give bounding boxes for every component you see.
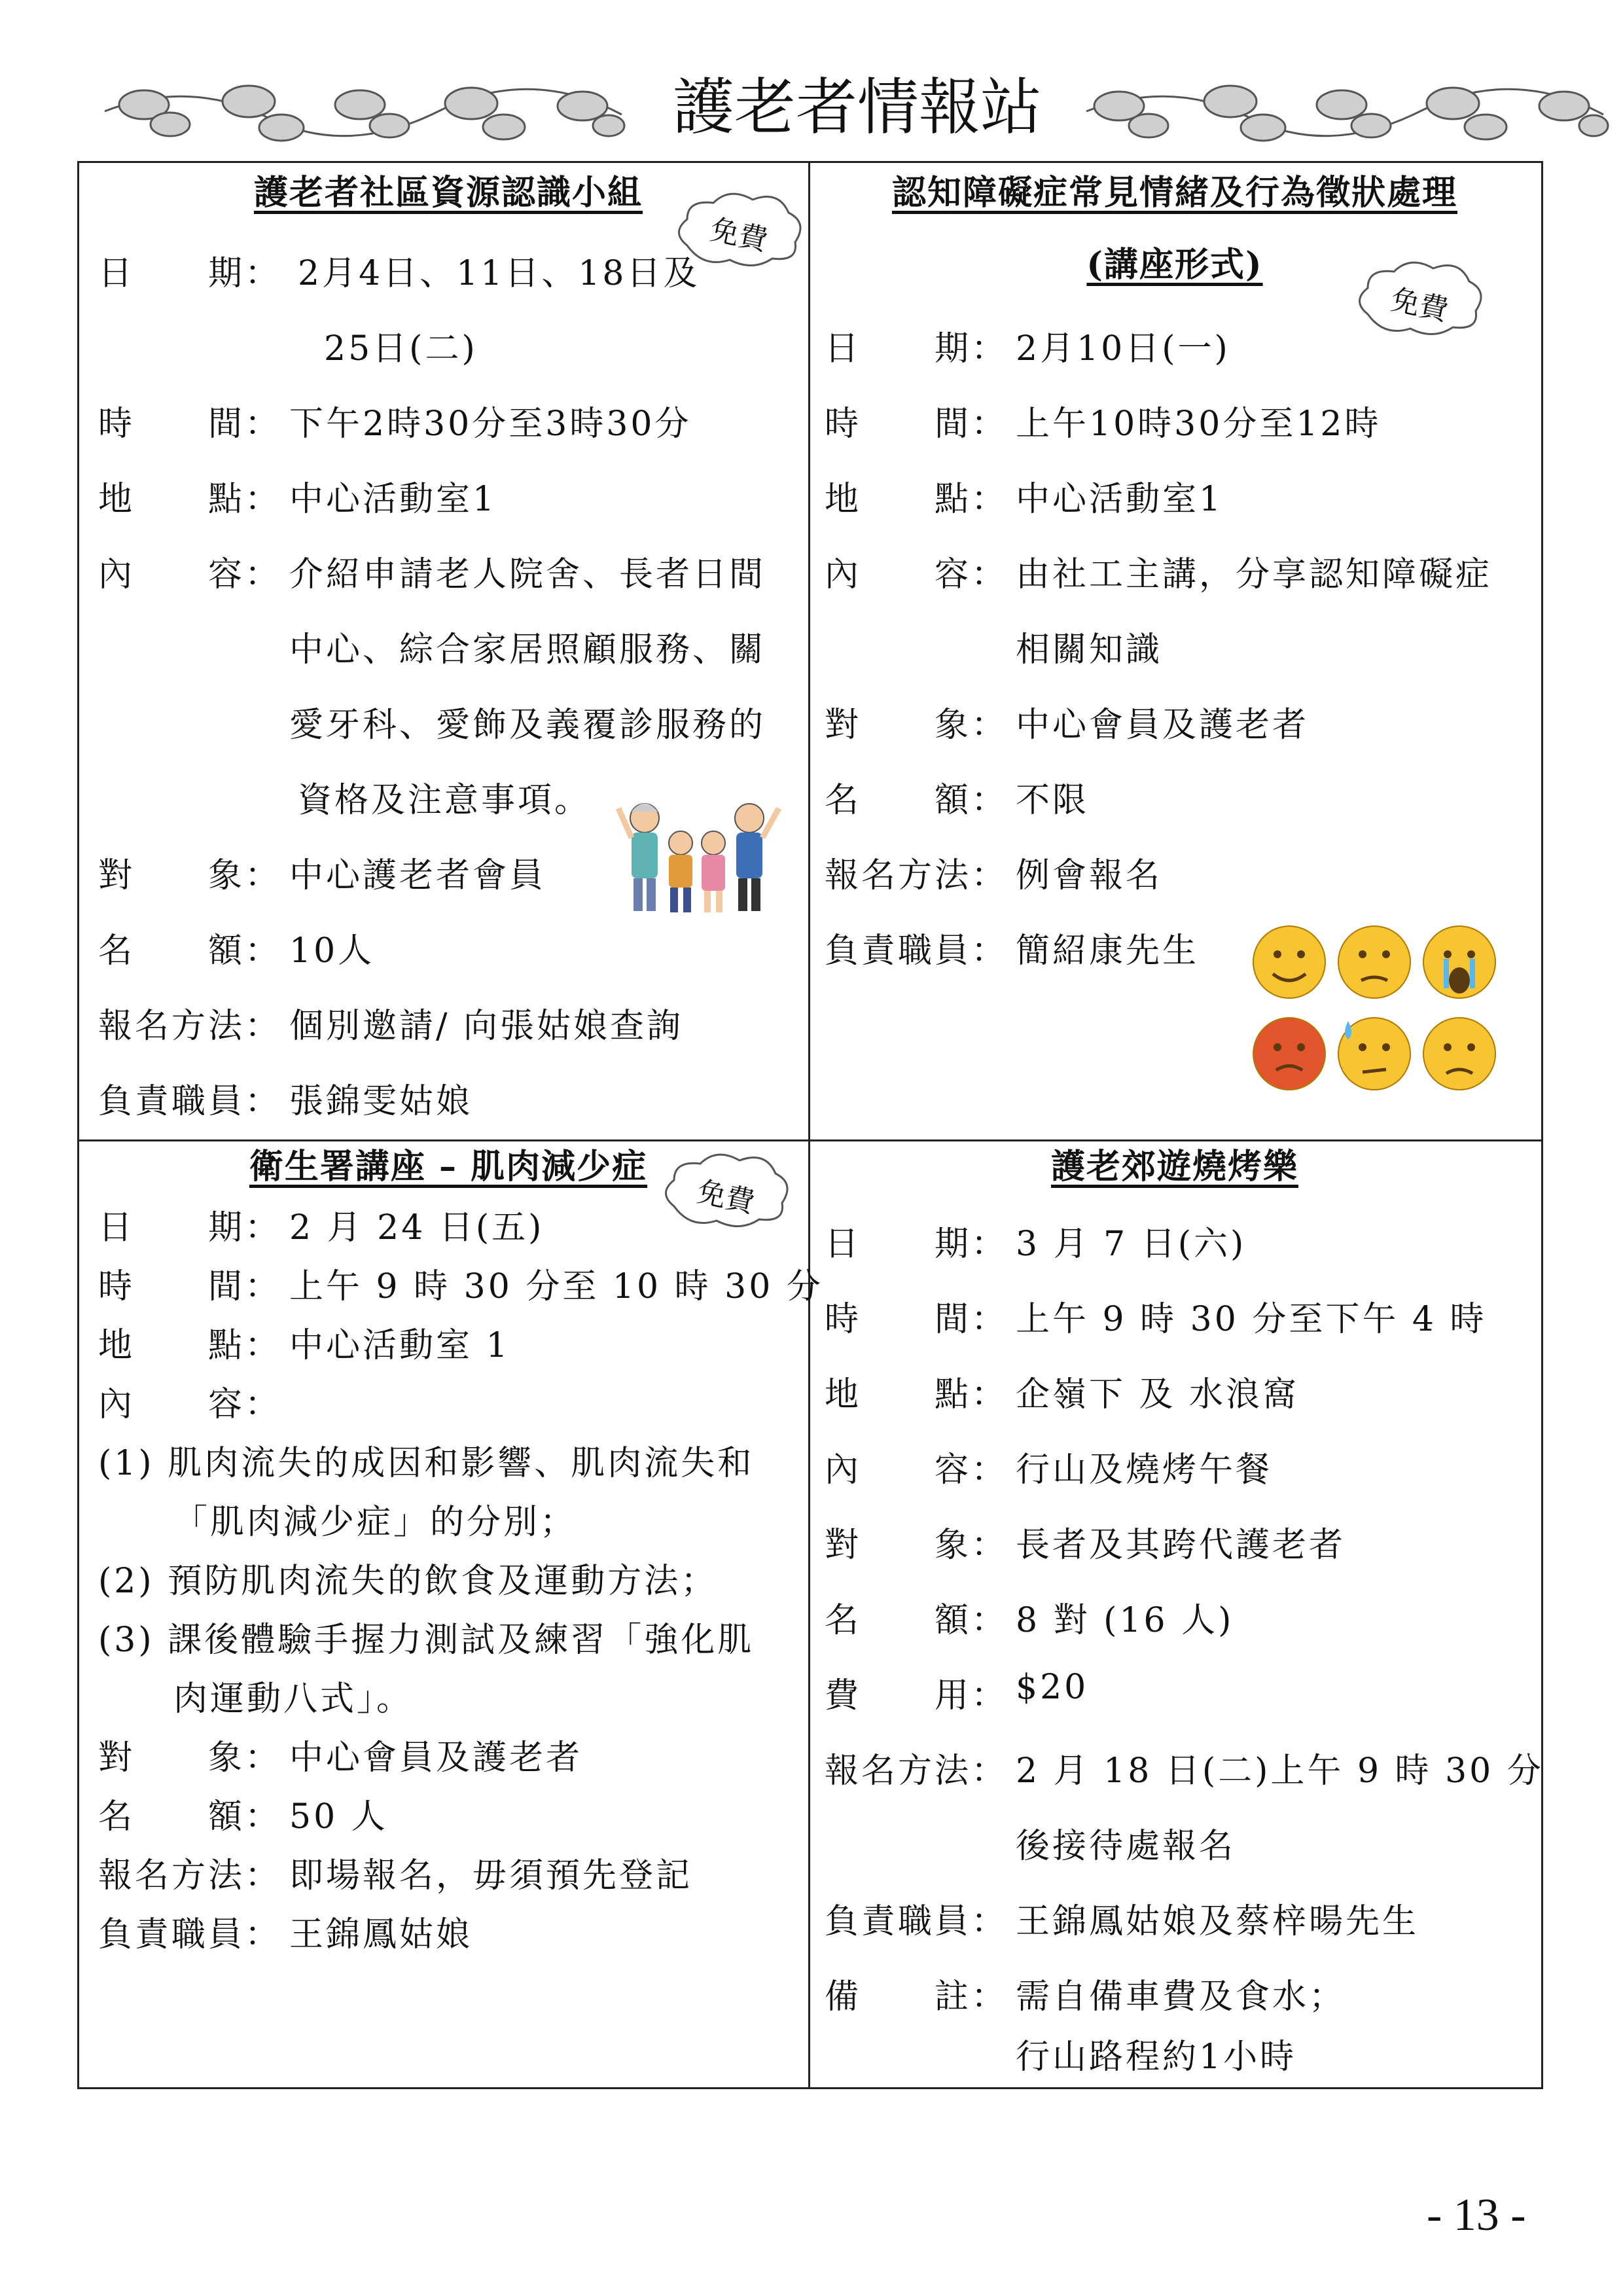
panel-dementia-talk: 認知障礙症常見情緒及行為徵狀處理 (講座形式) 免費 日 期： 2月10日(一) 時 間： 上午10時30分至12時 地 點： 中心活動室1 內 容： 由社工主講，分享認知障礙症 相關知識 對 象： 中心會員及護老者 名 額： 不限 報名方法： 例會報名 負責職員： 簡紹康先生 bbox=[825, 164, 1531, 1132]
decorative-vine-left bbox=[98, 72, 628, 144]
panel-title: 護老郊遊燒烤樂 bbox=[1050, 1147, 1298, 1187]
free-badge: 免費 bbox=[1348, 255, 1492, 344]
elderly-group-illustration bbox=[615, 792, 785, 916]
page-number: - 13 - bbox=[1427, 2190, 1526, 2240]
panel-caregiver-resources: 護老者社區資源認識小組 免費 日 期： 2月4日、11日、18日及 25日(二) 時 間： 下午2時30分至3時30分 地 點： 中心活動室1 內 容： 介紹申請老人院舍、長者日間 中心、綜合家居照顧服務、關 愛牙科、愛飾及義覆診服務的 資格及注意事項。 對 象： 中心護老者會員 名 額： 10人 報名方法： 個別邀請/ 向張姑娘查詢 負責職員： 張錦雯姑娘 bbox=[98, 164, 798, 1132]
panel-title: 衛生署講座 – 肌肉減少症 bbox=[249, 1147, 648, 1187]
decorative-vine-right bbox=[1080, 72, 1610, 144]
panel-title: 護老者社區資源認識小組 bbox=[253, 173, 643, 213]
grid-divider-vertical bbox=[808, 161, 810, 2089]
panel-outing-bbq: 護老郊遊燒烤樂 日 期： 3 月 7 日(六) 時 間： 上午 9 時 30 分至下午 4 時 地 點： 企嶺下 及 水浪窩 內 容： 行山及燒烤午餐 對 象： 長者及其跨代護老者 名 額： 8 對 (16 人) 費 用： $20 報名方法： 2 月 18 日(二)上午 9 時 30 分 後接待處報名 負責職員： 王錦鳳姑娘及蔡梓暘先生 備 註： 需自備車費及食水； 行山路程約1小時 bbox=[825, 1144, 1531, 2080]
free-badge: 免費 bbox=[668, 187, 812, 272]
emotion-faces-illustration bbox=[1250, 923, 1499, 1100]
page-header bbox=[0, 62, 1623, 154]
panel-title: 認知障礙症常見情緒及行為徵狀處理 bbox=[891, 173, 1457, 213]
grid-divider-horizontal bbox=[77, 1139, 1543, 1141]
panel-sarcopenia-talk: 衛生署講座 – 肌肉減少症 免費 日 期： 2 月 24 日(五) 時 間： 上午 9 時 30 分至 10 時 30 分 地 點： 中心活動室 1 內 容： (1) 肌肉流失的成因和影響、肌肉流失和 「肌肉減少症」的分別； (2) 預防肌肉流失的飲食及運動方法； (3) 課後體驗手握力測試及練習「強化肌 肉運動八式」。 對 象： 中心會員及護老者 名 額： 50 人 報名方法： 即場報名，毋須預先登記 負責職員： 王錦鳳姑娘 bbox=[98, 1144, 798, 2080]
panel-subtitle: (講座形式) bbox=[1086, 245, 1263, 285]
page-title: 護老者情報站 bbox=[672, 72, 1042, 143]
free-badge: 免費 bbox=[654, 1147, 798, 1236]
